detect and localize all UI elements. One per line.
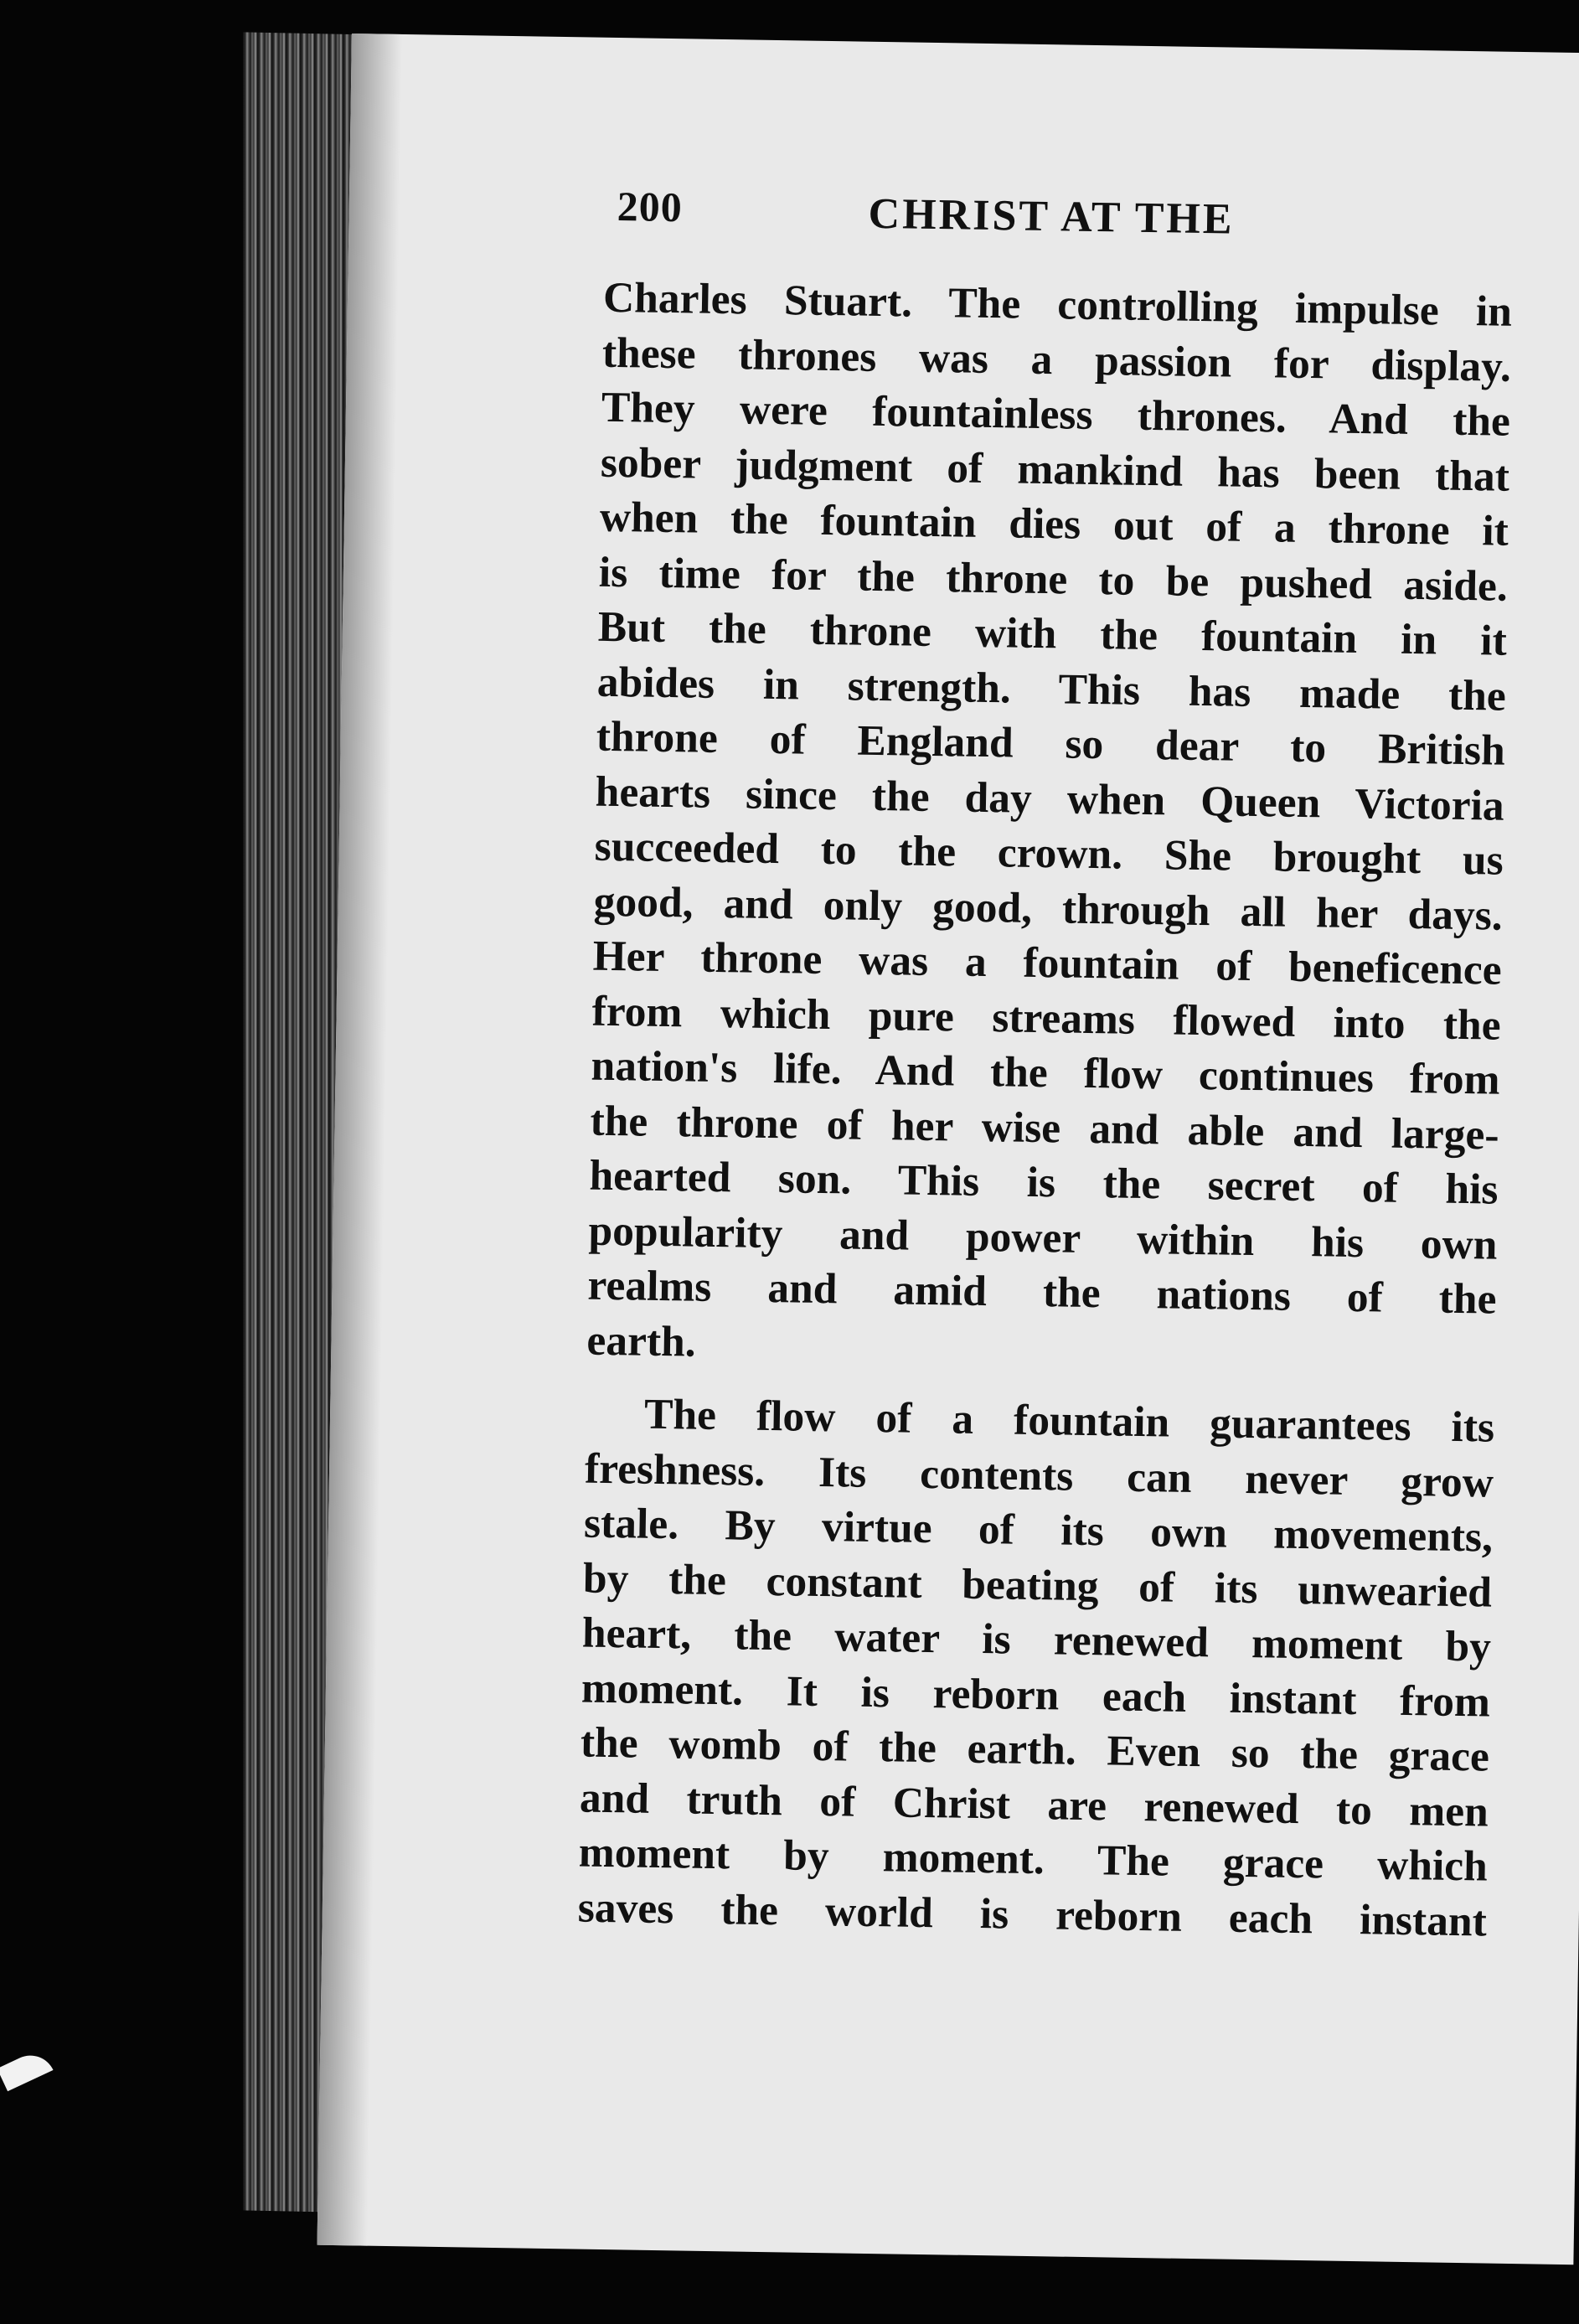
page-sheet	[317, 34, 1579, 2265]
text-line: and truth of Christ are renewed to men	[579, 1774, 1489, 1836]
text-line: when the fountain dies out of a throne it	[599, 493, 1509, 555]
text-line: freshness. Its contents can never grow	[584, 1444, 1494, 1507]
body-text	[577, 271, 1512, 1950]
paragraph	[577, 1387, 1494, 1950]
text-line: abides in strength. This has made the	[596, 658, 1507, 720]
text-line: moment by moment. The grace which	[578, 1828, 1489, 1891]
text-line: heart, the water is renewed moment by	[581, 1609, 1492, 1671]
text-line: They were fountainless thrones. And the	[601, 383, 1511, 446]
running-head: CHRIST AT THE	[868, 189, 1235, 244]
page-header	[617, 182, 1338, 251]
text-line: succeeded to the crown. She brought us	[594, 822, 1504, 885]
text-line: good, and only good, through all her days.	[593, 877, 1504, 940]
text-line: earth.	[586, 1316, 697, 1366]
text-line: throne of England so dear to British	[596, 712, 1506, 775]
text-line: from which pure streams flowed into the	[591, 987, 1502, 1050]
text-line: is time for the throne to be pushed aside.	[598, 548, 1509, 611]
text-line: Charles Stuart. The controlling impulse in	[602, 273, 1513, 336]
text-line: hearted son. This is the secret of his	[589, 1151, 1499, 1214]
text-line: nation's life. And the flow continues from	[591, 1041, 1500, 1104]
text-line: hearts since the day when Queen Victoria	[595, 767, 1505, 830]
text-line: realms and amid the nations of the	[587, 1261, 1497, 1324]
text-line: the throne of her wise and able and large-	[590, 1097, 1499, 1159]
paragraph	[586, 271, 1512, 1382]
scan-artifact	[0, 2048, 54, 2092]
text-line: these thrones was a passion for display.	[601, 328, 1512, 391]
text-line: popularity and power within his own	[588, 1206, 1498, 1269]
text-line: Her throne was a fountain of beneficence	[592, 932, 1503, 994]
text-line: stale. By virtue of its own movements,	[583, 1499, 1494, 1562]
text-line: sober judgment of mankind has been that	[600, 438, 1510, 501]
text-line: the womb of the earth. Even so the grace	[580, 1718, 1490, 1781]
page-number: 200	[617, 183, 684, 231]
text-line: But the throne with the fountain in it	[597, 602, 1508, 665]
text-line: by the constant beating of its unwearied	[582, 1554, 1493, 1617]
text-line: saves the world is reborn each instant	[577, 1883, 1488, 1946]
text-line: The flow of a fountain guarantees its	[643, 1390, 1495, 1452]
text-line: moment. It is reborn each instant from	[581, 1664, 1491, 1727]
